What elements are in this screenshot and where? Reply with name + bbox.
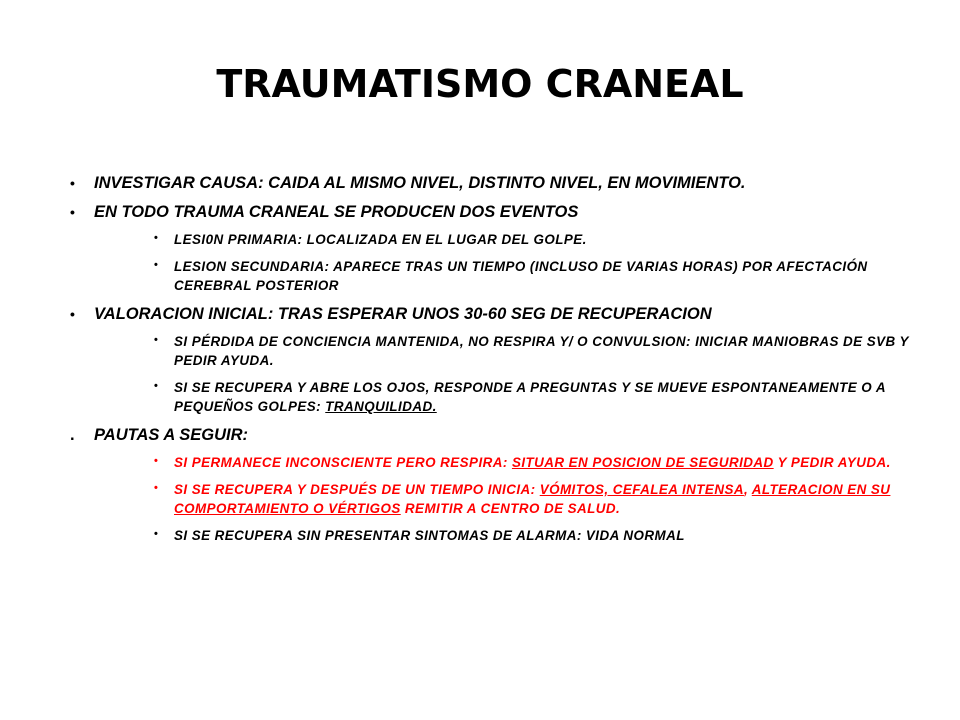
bullet-text: SI PÉRDIDA DE CONCIENCIA MANTENIDA, NO RESPIRA Y/ O CONVULSION: INICIAR MANIOBRAS DE SVB Y PEDIR AYUDA. xyxy=(174,334,909,368)
text-part: , xyxy=(743,482,752,497)
subbullet-lesion-secundaria xyxy=(70,257,910,295)
subbullet-inconsciente-respira xyxy=(70,453,910,472)
underlined-text: SITUAR EN POSICION DE SEGURIDAD xyxy=(511,455,774,470)
section-pautas-a-seguir xyxy=(70,424,910,446)
bullet-icon: • xyxy=(154,259,159,271)
bullet-icon: • xyxy=(70,306,75,322)
bullet-list xyxy=(70,172,910,553)
text-part: SI PERMANECE INCONSCIENTE PERO RESPIRA: xyxy=(174,455,512,470)
bullet-icon: • xyxy=(154,455,159,467)
text-part: SI SE RECUPERA Y DESPUÉS DE UN TIEMPO INICIA: xyxy=(174,482,540,497)
bullet-icon: • xyxy=(154,482,159,494)
text-part: SI SE RECUPERA Y ABRE LOS OJOS, RESPONDE A PREGUNTAS Y SE MUEVE ESPONTANEAMENTE O A PEQUEÑOS GOLPES: xyxy=(174,380,886,414)
bullet-investigar-causa xyxy=(70,172,910,194)
bullet-dos-eventos xyxy=(70,201,910,223)
bullet-text xyxy=(174,380,885,414)
text-part: Y PEDIR AYUDA. xyxy=(773,455,891,470)
bullet-icon: • xyxy=(154,334,159,346)
bullet-icon: • xyxy=(70,204,75,220)
subbullet-lesion-primaria xyxy=(70,230,910,249)
section-dot: . xyxy=(70,426,75,444)
bullet-text: VALORACION INICIAL: TRAS ESPERAR UNOS 30-60 SEG DE RECUPERACION xyxy=(94,305,712,323)
subbullet-sintomas-tardios xyxy=(70,480,910,518)
text-part: REMITIR A CENTRO DE SALUD. xyxy=(400,501,621,516)
bullet-text xyxy=(174,455,891,470)
bullet-icon: • xyxy=(154,380,159,392)
subbullet-vida-normal xyxy=(70,526,910,545)
underlined-text: ALTERACION EN SU COMPORTAMIENTO O VÉRTIGOS xyxy=(174,482,891,516)
bullet-icon: • xyxy=(154,528,159,540)
underlined-text: VÓMITOS, CEFALEA INTENSA xyxy=(539,482,744,497)
bullet-text xyxy=(174,482,890,516)
bullet-icon: • xyxy=(70,175,75,191)
section-heading: PAUTAS A SEGUIR: xyxy=(94,426,249,444)
bullet-valoracion-inicial xyxy=(70,303,910,325)
underlined-text: TRANQUILIDAD. xyxy=(325,399,437,414)
bullet-text: INVESTIGAR CAUSA: CAIDA AL MISMO NIVEL, DISTINTO NIVEL, EN MOVIMIENTO. xyxy=(94,174,746,192)
subbullet-se-recupera xyxy=(70,378,910,416)
bullet-text: LESION SECUNDARIA: APARECE TRAS UN TIEMPO (INCLUSO DE VARIAS HORAS) POR AFECTACIÓN CEREBRAL POSTERIOR xyxy=(174,259,868,293)
bullet-text: LESI0N PRIMARIA: LOCALIZADA EN EL LUGAR DEL GOLPE. xyxy=(174,232,587,247)
bullet-icon: • xyxy=(154,232,159,244)
subbullet-perdida-conciencia xyxy=(70,332,910,370)
bullet-text: EN TODO TRAUMA CRANEAL SE PRODUCEN DOS EVENTOS xyxy=(94,203,579,221)
slide-title: TRAUMATISMO CRANEAL xyxy=(216,62,744,106)
bullet-text: SI SE RECUPERA SIN PRESENTAR SINTOMAS DE ALARMA: VIDA NORMAL xyxy=(174,528,685,543)
